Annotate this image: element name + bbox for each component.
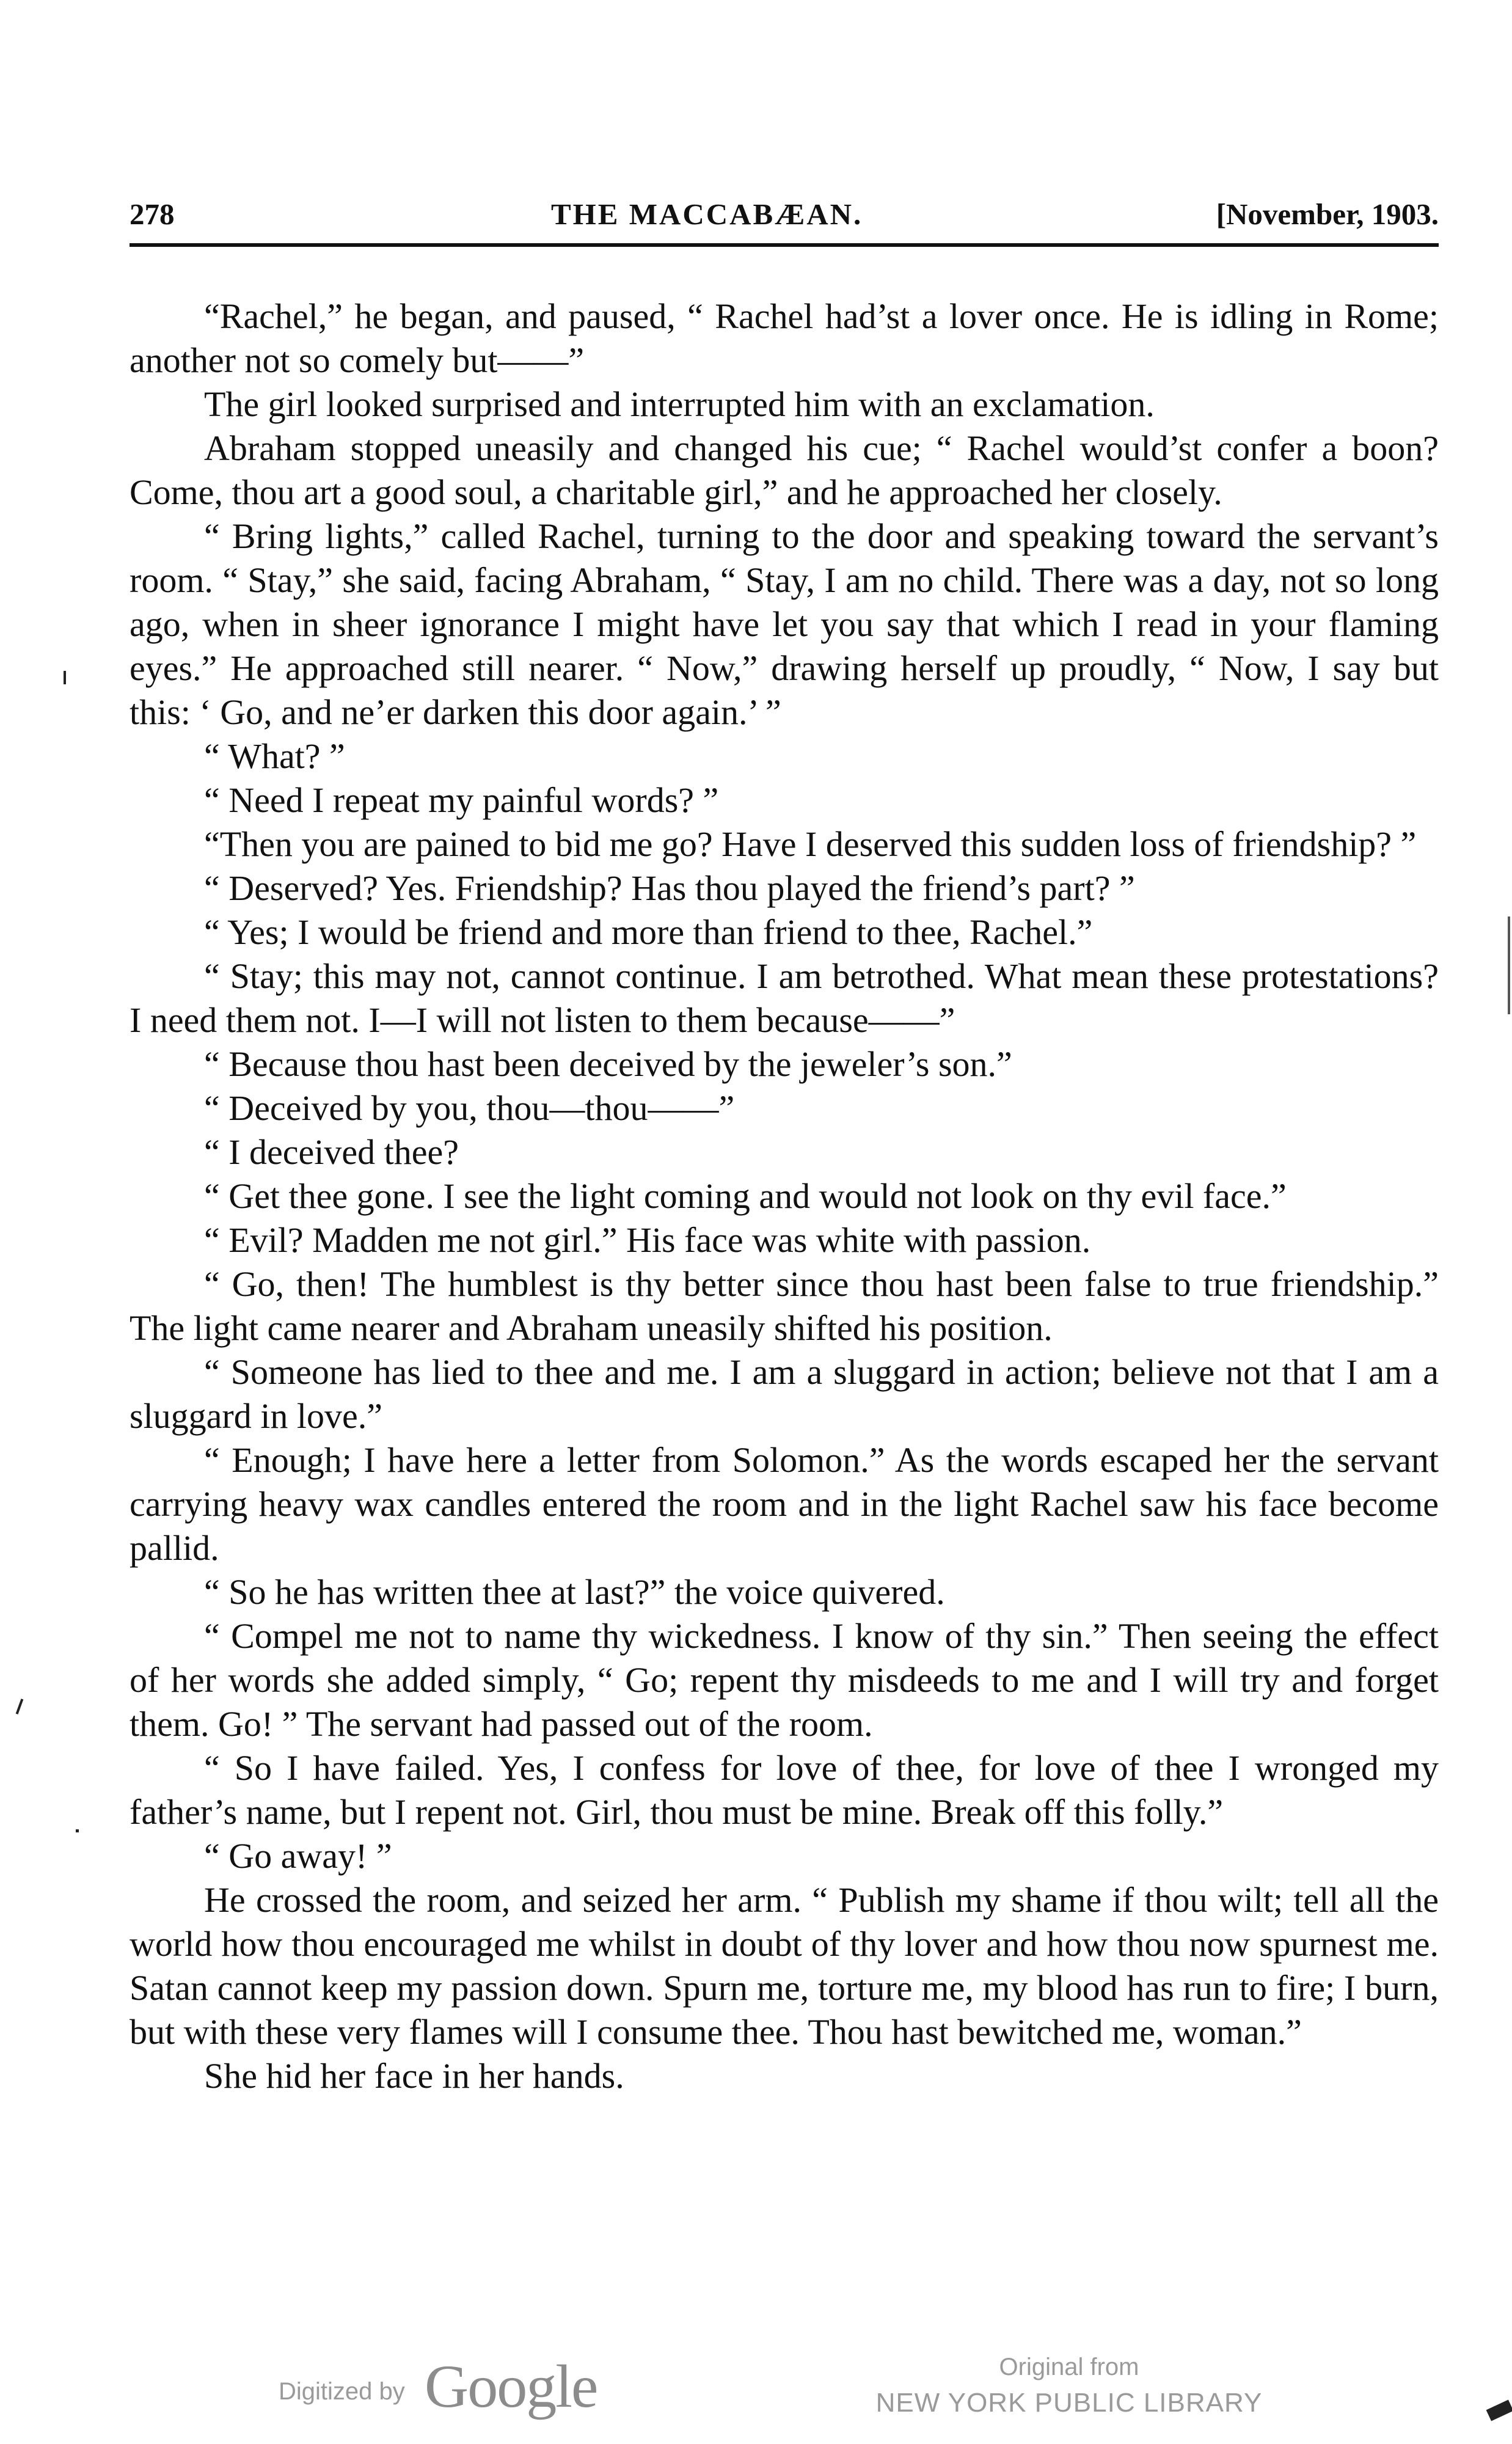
paragraph: “ Because thou hast been deceived by the jeweler’s son.”: [204, 1044, 1012, 1084]
body-text: [130, 295, 1439, 2098]
paragraph: “ Evil? Madden me not girl.” His face was white with passion.: [204, 1220, 1091, 1260]
page-number: 278: [130, 197, 175, 231]
digitized-by-label: Digitized by: [279, 2378, 405, 2405]
paragraph: “ Compel me not to name thy wickedness. I know of thy sin.” Then seeing the effect of her words she added simply, “ Go; repent thy misdeeds to me and I will try and forget them. Go! ” The servant had passed out of the room.: [130, 1616, 1439, 1744]
paragraph: “Then you are pained to bid me go? Have I deserved this sudden loss of friendship? ”: [204, 824, 1417, 864]
paragraph: “ I deceived thee?: [204, 1132, 459, 1172]
paragraph: “Rachel,” he began, and paused, “ Rachel had’st a lover once. He is idling in Rome; another not so comely but——”: [130, 296, 1439, 380]
google-logo: Google: [425, 2352, 597, 2420]
paragraph: “ Deserved? Yes. Friendship? Has thou played the friend’s part? ”: [204, 868, 1135, 908]
digitization-footer: [0, 2340, 1512, 2432]
paragraph: “ Go away! ”: [204, 1836, 392, 1876]
paragraph: “ Someone has lied to thee and me. I am a sluggard in action; believe not that I am a sluggard in love.”: [130, 1352, 1439, 1436]
journal-title: THE MACCABÆAN.: [551, 197, 863, 231]
library-name: NEW YORK PUBLIC LIBRARY: [875, 2388, 1263, 2418]
paragraph: “ So I have failed. Yes, I confess for love of thee, for love of thee I wronged my father’s name, but I repent not. Girl, thou must be mine. Break off this folly.”: [130, 1748, 1439, 1832]
paragraph: He crossed the room, and seized her arm. “ Publish my shame if thou wilt; tell all the world how thou encouraged me whilst in doubt of thy lover and how thou now spurnest me. Satan cannot keep my passion down. Spurn me, torture me, my blood has run to fire; I burn, but with these very flames will I consume thee. Thou hast bewitched me, woman.”: [130, 1880, 1439, 2052]
paragraph: The girl looked surprised and interrupted him with an exclamation.: [204, 384, 1155, 424]
paragraph: Abraham stopped uneasily and changed his cue; “ Rachel would’st confer a boon? Come, thou art a good soul, a charitable girl,” and he approached her closely.: [130, 428, 1439, 512]
paragraph: “ So he has written thee at last?” the voice quivered.: [204, 1572, 945, 1612]
scan-edge-line: [1508, 916, 1510, 1014]
paragraph: She hid her face in her hands.: [204, 2056, 624, 2096]
paragraph: “ Stay; this may not, cannot continue. I am betrothed. What mean these protestations? I need them not. I—I will not listen to them because——”: [130, 956, 1439, 1040]
scan-speck: [76, 1829, 79, 1832]
scan-speck: [16, 1699, 24, 1714]
issue-date: [November, 1903.: [1216, 197, 1439, 231]
header-rule: [130, 243, 1439, 247]
running-header: [130, 197, 1439, 240]
paragraph: “ Get thee gone. I see the light coming and would not look on thy evil face.”: [204, 1176, 1287, 1216]
paragraph: “ Go, then! The humblest is thy better since thou hast been false to true friendship.” The light came nearer and Abraham uneasily shifted his position.: [130, 1264, 1439, 1348]
paragraph: “ Need I repeat my painful words? ”: [204, 780, 719, 820]
paragraph: “ Bring lights,” called Rachel, turning to the door and speaking toward the servant’s room. “ Stay,” she said, facing Abraham, “ Stay, I am no child. There was a day, not so long ago, when in sheer ignorance I might have let you say that which I read in your flaming eyes.” He approached still nearer. “ Now,” drawing herself up proudly, “ Now, I say but this: ‘ Go, and ne’er darken this door again.’ ”: [130, 516, 1439, 732]
paragraph: “ Deceived by you, thou—thou——”: [204, 1088, 735, 1128]
original-from-label: Original from: [999, 2354, 1139, 2380]
paragraph: “ Yes; I would be friend and more than friend to thee, Rachel.”: [204, 912, 1093, 952]
paragraph: “ What? ”: [204, 736, 345, 776]
paragraph: “ Enough; I have here a letter from Solomon.” As the words escaped her the servant carrying heavy wax candles entered the room and in the light Rachel saw his face become pallid.: [130, 1440, 1439, 1568]
scan-speck: [64, 671, 66, 684]
